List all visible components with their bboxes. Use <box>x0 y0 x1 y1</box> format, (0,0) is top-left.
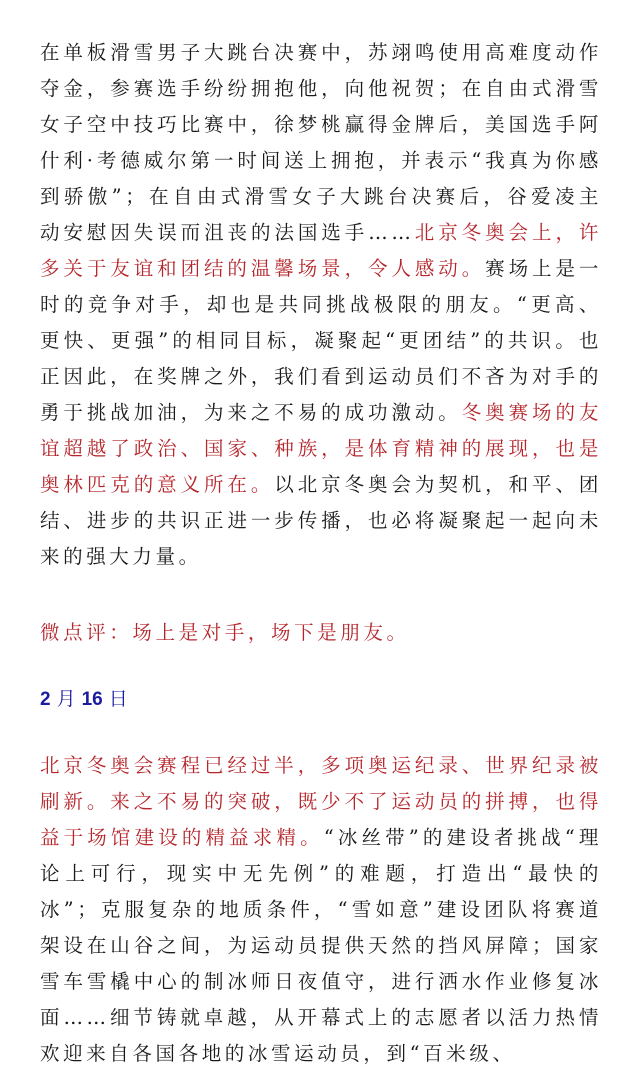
date-day-number: 16 <box>81 689 103 710</box>
micro-comment: 微点评：场上是对手，场下是朋友。 <box>40 621 410 644</box>
document-page <box>40 35 602 1072</box>
body-text: “冰丝带”的建设者挑战“理论上可行，现实中无先例”的难题，打造出“最快的冰”；克服复杂的地质条件，“雪如意”建设团队将赛道架设在山谷之间，为运动员提供天然的挡风屏障；国家雪车雪橇中心的制冰师日夜值守，进行洒水作业修复冰面……细节铸就卓越，从开幕式上的志愿者以活力热情欢迎来自各国各地的冰雪运动员，到“百米级、 <box>40 826 602 1065</box>
date-month-char: 月 <box>56 688 76 710</box>
highlighted-text: 北京冬奥会上，许多关于友谊和团结的温馨场景，令人感动。 <box>40 221 602 280</box>
date-month-number: 2 <box>40 689 51 710</box>
body-text: 以北京冬奥会为契机，和平、团结、进步的共识正进一步传播，也必将凝聚起一起向未来的强大力量。 <box>40 473 602 568</box>
body-text: 在单板滑雪男子大跳台决赛中，苏翊鸣使用高难度动作夺金，参赛选手纷纷拥抱他，向他祝贺；在自由式滑雪女子空中技巧比赛中，徐梦桃赢得金牌后，美国选手阿什利·考德威尔第一时间送上拥抱，并表示“我真为你感到骄傲”；在自由式滑雪女子大跳台决赛后，谷爱凌主动安慰因失误而沮丧的法国选手…… <box>40 41 602 244</box>
paragraph-venue-construction <box>40 748 602 1072</box>
highlighted-text: 北京冬奥会赛程已经过半，多项奥运纪录、世界纪录被刷新。来之不易的突破，既少不了运动员的拼搏，也得益于场馆建设的精益求精。 <box>40 754 602 849</box>
date-day-char: 日 <box>108 688 128 710</box>
paragraph-winter-olympics-friendship <box>40 35 602 575</box>
date-heading <box>40 681 602 718</box>
body-text: 赛场上是一时的竞争对手，却也是共同挑战极限的朋友。“更高、更快、更强”的相同目标，凝聚起“更团结”的共识。也正因此，在奖牌之外，我们看到运动员们不吝为对手的勇于挑战加油，为来之不易的成功激动。 <box>40 257 602 424</box>
highlighted-text: 冬奥赛场的友谊超越了政治、国家、种族，是体育精神的展现，也是奥林匹克的意义所在。 <box>40 401 602 496</box>
